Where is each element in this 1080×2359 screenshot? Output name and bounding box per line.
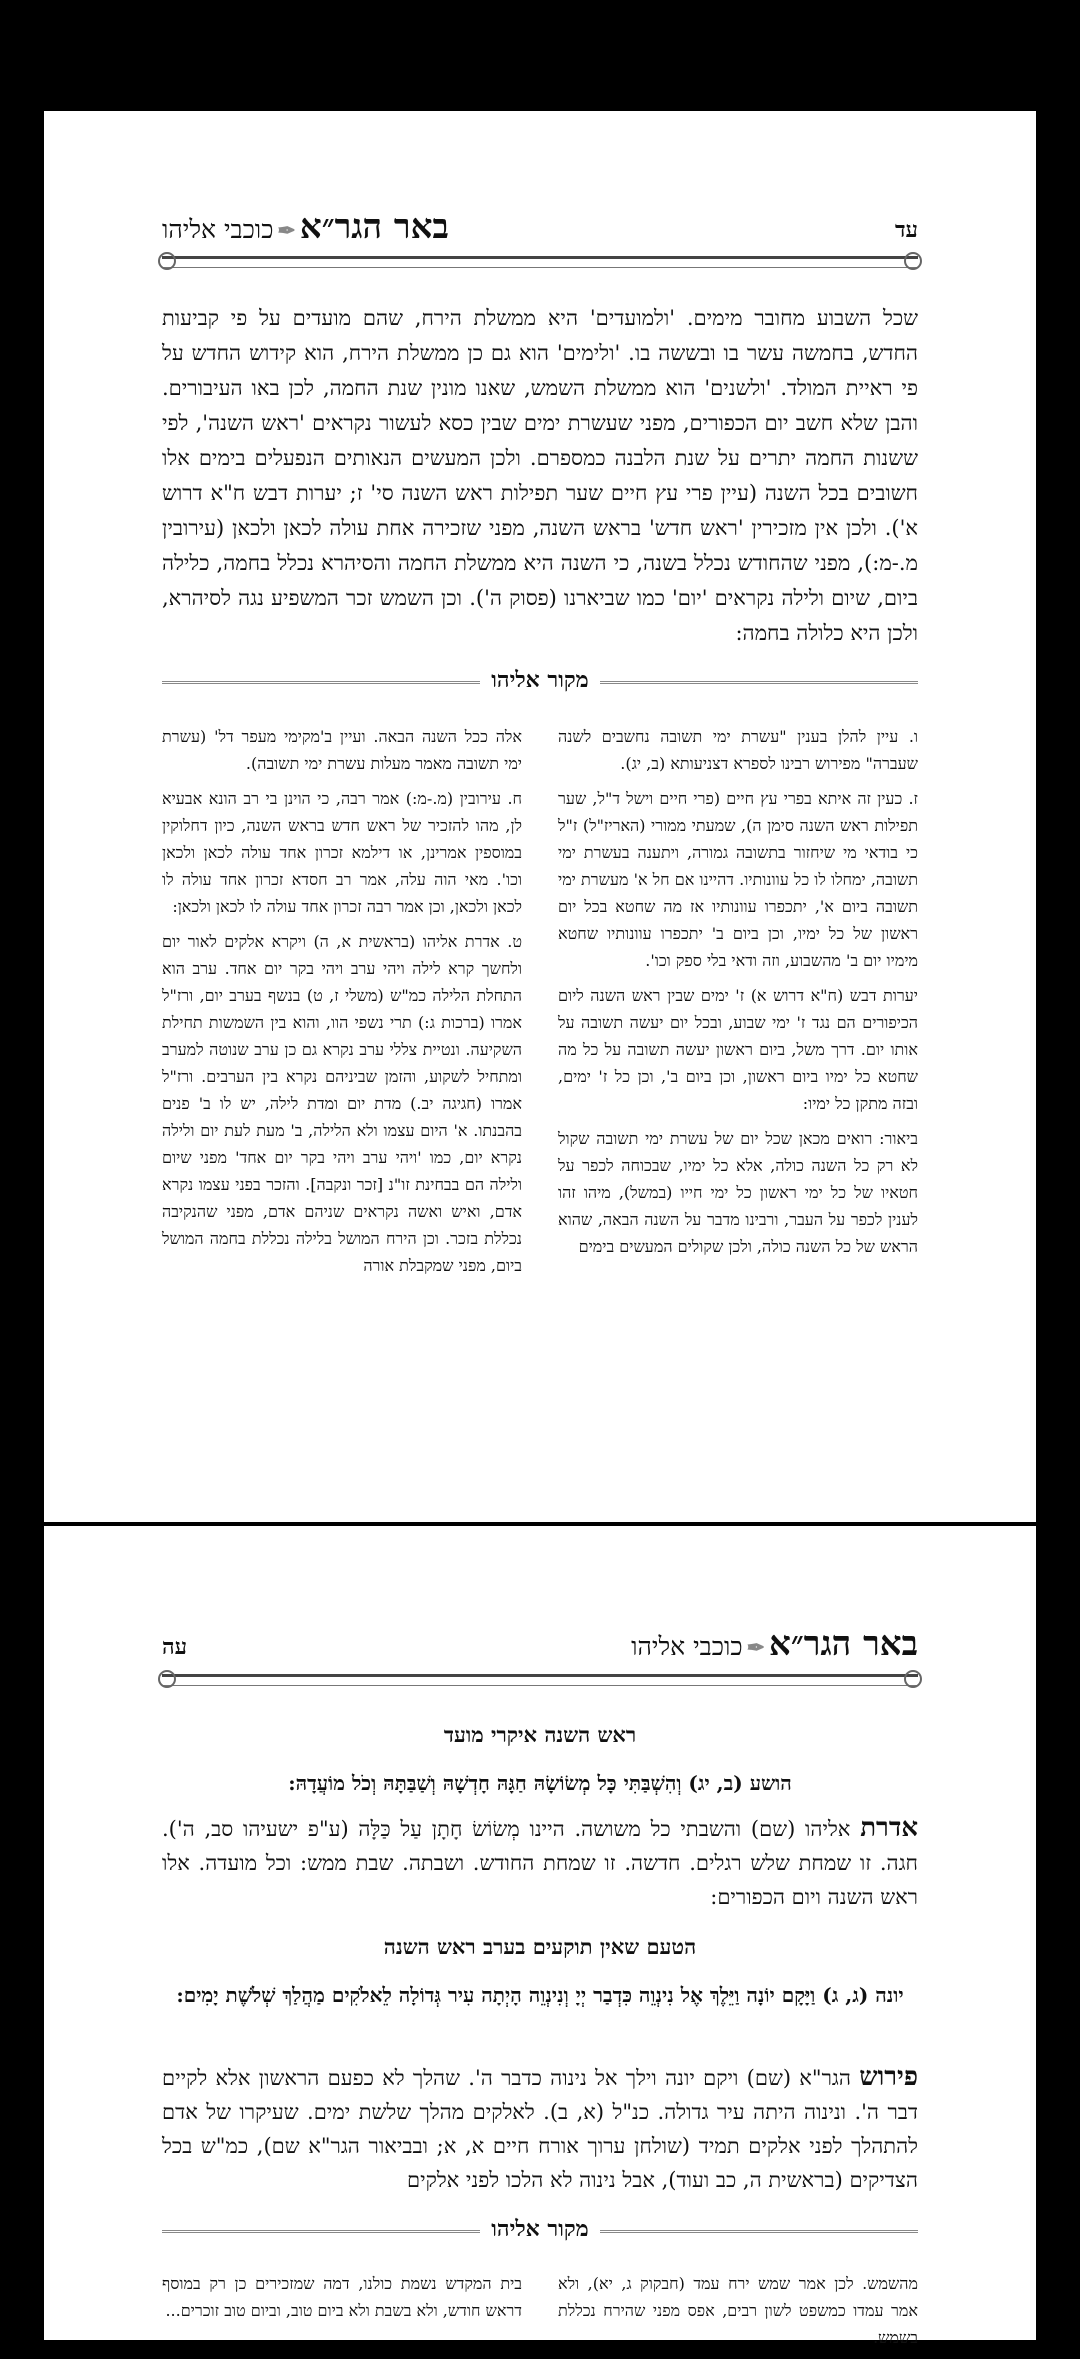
running-title (162, 207, 449, 247)
header-divider (162, 256, 918, 268)
source-label: מקור אליהו (491, 667, 589, 693)
footnote-7: ז. כעין זה איתא בפרי עץ חיים (פרי חיים וישל ד"ל, שער תפילות ראש השנה סימן ה), שמעתי ממורי (האריז"ל) ז"ל כי בודאי מי שיחזור בתשובה גמורה, ויתענה בעשרת ימי תשובה, ימחלו לו כל עוונותיו. דהיינו אם חל א' מעשרת ימי תשובה ביום א', יתכפרו עוונותיו אז מה שחטא בכל יום ראשון של כל ימיו, וכן ביום ב' יתכפרו עוונותיו שחטא מימיו יום ב' מהשבוע, וזה ודאי בלי ספק וכו'. (558, 789, 918, 970)
running-title-main: באר הגר״א (769, 1624, 918, 1664)
footnote-column-right (558, 2270, 918, 2359)
footnote-8: ח. עירובין (מ.-מ:) אמר רבה, כי הוינן בי רב הונא אבעיא לן, מהו להזכיר של ראש חדש בראש השנה, כיון דחלוקין במוספין אמרינן, או דילמא זכרון אחד עולה לכאן ולכאן וכו'. מאי הוה עלה, אמר רב חסדא זכרון אחד עולה לו לכאן ולכאן, וכן אמר רבה זכרון אחד עולה לו לכאן ולכאן: (162, 789, 522, 916)
running-title-main: באר הגר״א (299, 207, 449, 247)
section-heading: ראש השנה איקרי מועד (443, 1722, 637, 1747)
source-divider (162, 667, 918, 697)
main-paragraph: שכל השבוע מחובר מימים. 'ולמועדים' היא ממשלת הירח, שהם מועדים על פי קביעות החדש, בחמשה עשר בו ובששה בו. 'ולימים' הוא גם כן ממשלת הירח, הוא קידוש החדש על פי ראיית המולד. 'ולשנים' הוא ממשלת השמש, שאנו מונין שנת החמה, לכן באו העיבורים. והבן שלא חשב יום הכפורים, מפני שעשרת ימים שבין כסא לעשור נקראים 'ראש השנה', לפי ששנות החמה יתרים על שנת הלבנה כמספרם. ולכן המעשים הנאותים הנפעלים בימים אלו חשובים בכל השנה (עיין פרי עץ חיים שער תפילות ראש השנה סי' ז; יערות דבש ח"א דרוש א'). ולכן אין מזכירין 'ראש חדש' בראש השנה, מפני שזכירה אחת עולה לכאן ולכאן (עירובין מ.-מ:), מפני שהחודש נכלל בשנה, כי השנה היא ממשלת החמה והסיהרא נכלל בחמה, כלילה ביום, שיום ולילה נקראים 'יום' כמו שביארנו (פסוק ה'). וכן השמש זכר המשפיע נגה לסיהרא, ולכן היא כלולה בחמה: (162, 306, 918, 645)
footnote-column-right (558, 723, 918, 1268)
source-divider (162, 2216, 918, 2246)
perush-paragraph (162, 2060, 918, 2197)
perush-lead-word: פירוש (859, 2062, 918, 2092)
quill-icon: ✒ (746, 1635, 766, 1661)
perush-text: הגר"א (שם) ויקם יונה וילך אל נינוה כדבר ה'. שהלך לא כפעם הראשון אלא לקיים דבר ה'. ונינוה היתה עיר גדולה. כנ"ל (א, ב). לאלקים מהלך שלשת ימים. שעיקרו של אדם להתהלך לפני אלקים תמיד (שולחן ערוך אורח חיים א, א; ובביאור הגר"א שם), כמ"ש בכל הצדיקים (בראשית ה, כב ועוד), אבל נינוה לא הלכו לפני אלקים (162, 2066, 918, 2192)
footnote-column-left (162, 723, 522, 1287)
source-label: מקור אליהו (491, 2216, 589, 2242)
page-number: עד (894, 217, 918, 243)
section-heading: הטעם שאין תוקעים בערב ראש השנה (383, 1934, 697, 1959)
running-title (631, 1624, 918, 1664)
running-title-sub: כוכבי אליהו (631, 1632, 743, 1661)
header-divider (162, 1674, 918, 1686)
footnote-9: ט. אדרת אליהו (בראשית א, ה) ויקרא אלקים לאור יום ולחשך קרא לילה ויהי ערב ויהי בקר יום אחד. ערב הוא התחלת הלילה כמ"ש (משלי ז, ט) בנשף בערב יום, ורז"ל אמרו (ברכות ג:) תרי נשפי הוו, והוא בין השמשות תחילת השקיעה. ונטיית צללי ערב נקרא גם כן ערב שנוטה למערב ומתחיל לשקוע, והזמן שביניהם נקרא בין הערבים. ורז"ל אמרו (חגיגה יב.) מדת יום ומדת לילה, יש לו ב' פנים בהבנתו. א' היום עצמו ולא הלילה, ב' מעת לעת יום ולילה נקרא יום, כמו 'ויהי ערב ויהי בקר יום אחד' מפני שיום ולילה הם בבחינת זו"נ [זכר ונקבה]. והזכר בפני עצמו נקרא אדם, ואיש ואשה נקראים שניהם אדם, מפני שהנקיבה נכללת בזכר. וכן הירח המושל בלילה נכללת בחמה המושל ביום, מפני שמקבלת אורה (162, 932, 522, 1275)
footnote-continued: בית המקדש נשמת כולנו, דמה שמזכירים כן רק במוסף דראש חודש, ולא בשבת ולא ביום טוב, וביום טוב זוכרים... (162, 2274, 522, 2320)
adderet-lead-word: אדרת (860, 1813, 919, 1843)
verse-hosea: הושע (ב, יג) וְהִשְׁבַּתִּי כָּל מְשׂוֹשָׂהּ חַגָּהּ חָדְשָׁהּ וְשַׁבַּתָּהּ וְכֹל מוֹעֲדָהּ: (288, 1771, 792, 1795)
quill-icon: ✒ (277, 218, 296, 244)
page-number: עה (162, 1634, 188, 1660)
page-1 (44, 111, 1036, 1522)
verse-jonah: יונה (ג, ג) וַיָּקָם יוֹנָה וַיֵּלֶךְ אֶל נִינְוֵה כִּדְבַר יְיָ וְנִינְוֵה הָיְתָה עִיר גְּדוֹלָה לֵאלֹקִים מַהֲלַךְ שְׁלֹשֶׁת יָמִים: (176, 1983, 904, 2007)
footnote-7-yaarot-dvash: יערות דבש (ח"א דרוש א) ז' ימים שבין ראש השנה ליום הכיפורים הם נגד ז' ימי שבוע, ובכל יום יעשה תשובה על אותו יום. דרך משל, ביום ראשון יעשה תשובה על כל מה שחטא כל ימיו ביום ראשון, וכן ביום ב', וכן כל ז' ימים, ובזה מתקן כל ימיו: (558, 986, 918, 1113)
running-title-sub: כוכבי אליהו (162, 215, 274, 244)
footnote-7-continued: אלה ככל השנה הבאה. ועיין ב'מקימי מעפר דל' (עשרת ימי תשובה מאמר מעלות עשרת ימי תשובה). (162, 727, 522, 773)
adderet-paragraph (162, 1811, 918, 1914)
footnote-7-biur: ביאור: רואים מכאן שכל יום של עשרת ימי תשובה שקול לא רק כל השנה כולה, אלא כל ימיו, שבכוחה לכפר על חטאיו של כל ימי ראשון כל ימי חייו (במשל), מיהו זהו לענין לכפר על העבר, ורבינו מדבר על השנה הבאה, שהוא הראש של כל השנה כולה, ולכן שקולים המעשים בימים (558, 1129, 918, 1256)
page-2 (44, 1526, 1036, 2347)
footnote-6: ו. עיין להלן בענין "עשרת ימי תשובה נחשבים לשנה שעברה" מפירוש רבינו לספרא דצניעותא (ב, יג). (558, 727, 918, 773)
footnote-continued: מהשמש. לכן אמר שמש ירח עמד (חבקוק ג, יא), ולא אמר עמדו כמשפט לשון רבים, אפס מפני שהירח נכללת בשמש. (558, 2274, 918, 2347)
footnote-column-left (162, 2270, 522, 2332)
page-header (162, 1620, 918, 1670)
adderet-text: אליהו (שם) והשבתי כל משושה. היינו מְשׂוֹשׂ חָתָן עַל כַּלָּה (ע"פ ישעיהו סב, ה'). חגה. זו שמחת שלש רגלים. חדשה. זו שמחת החודש. ושבתה. שבת ממש: וכל מועדה. אלו ראש השנה ויום הכפורים: (162, 1817, 918, 1909)
page-header (162, 203, 918, 253)
